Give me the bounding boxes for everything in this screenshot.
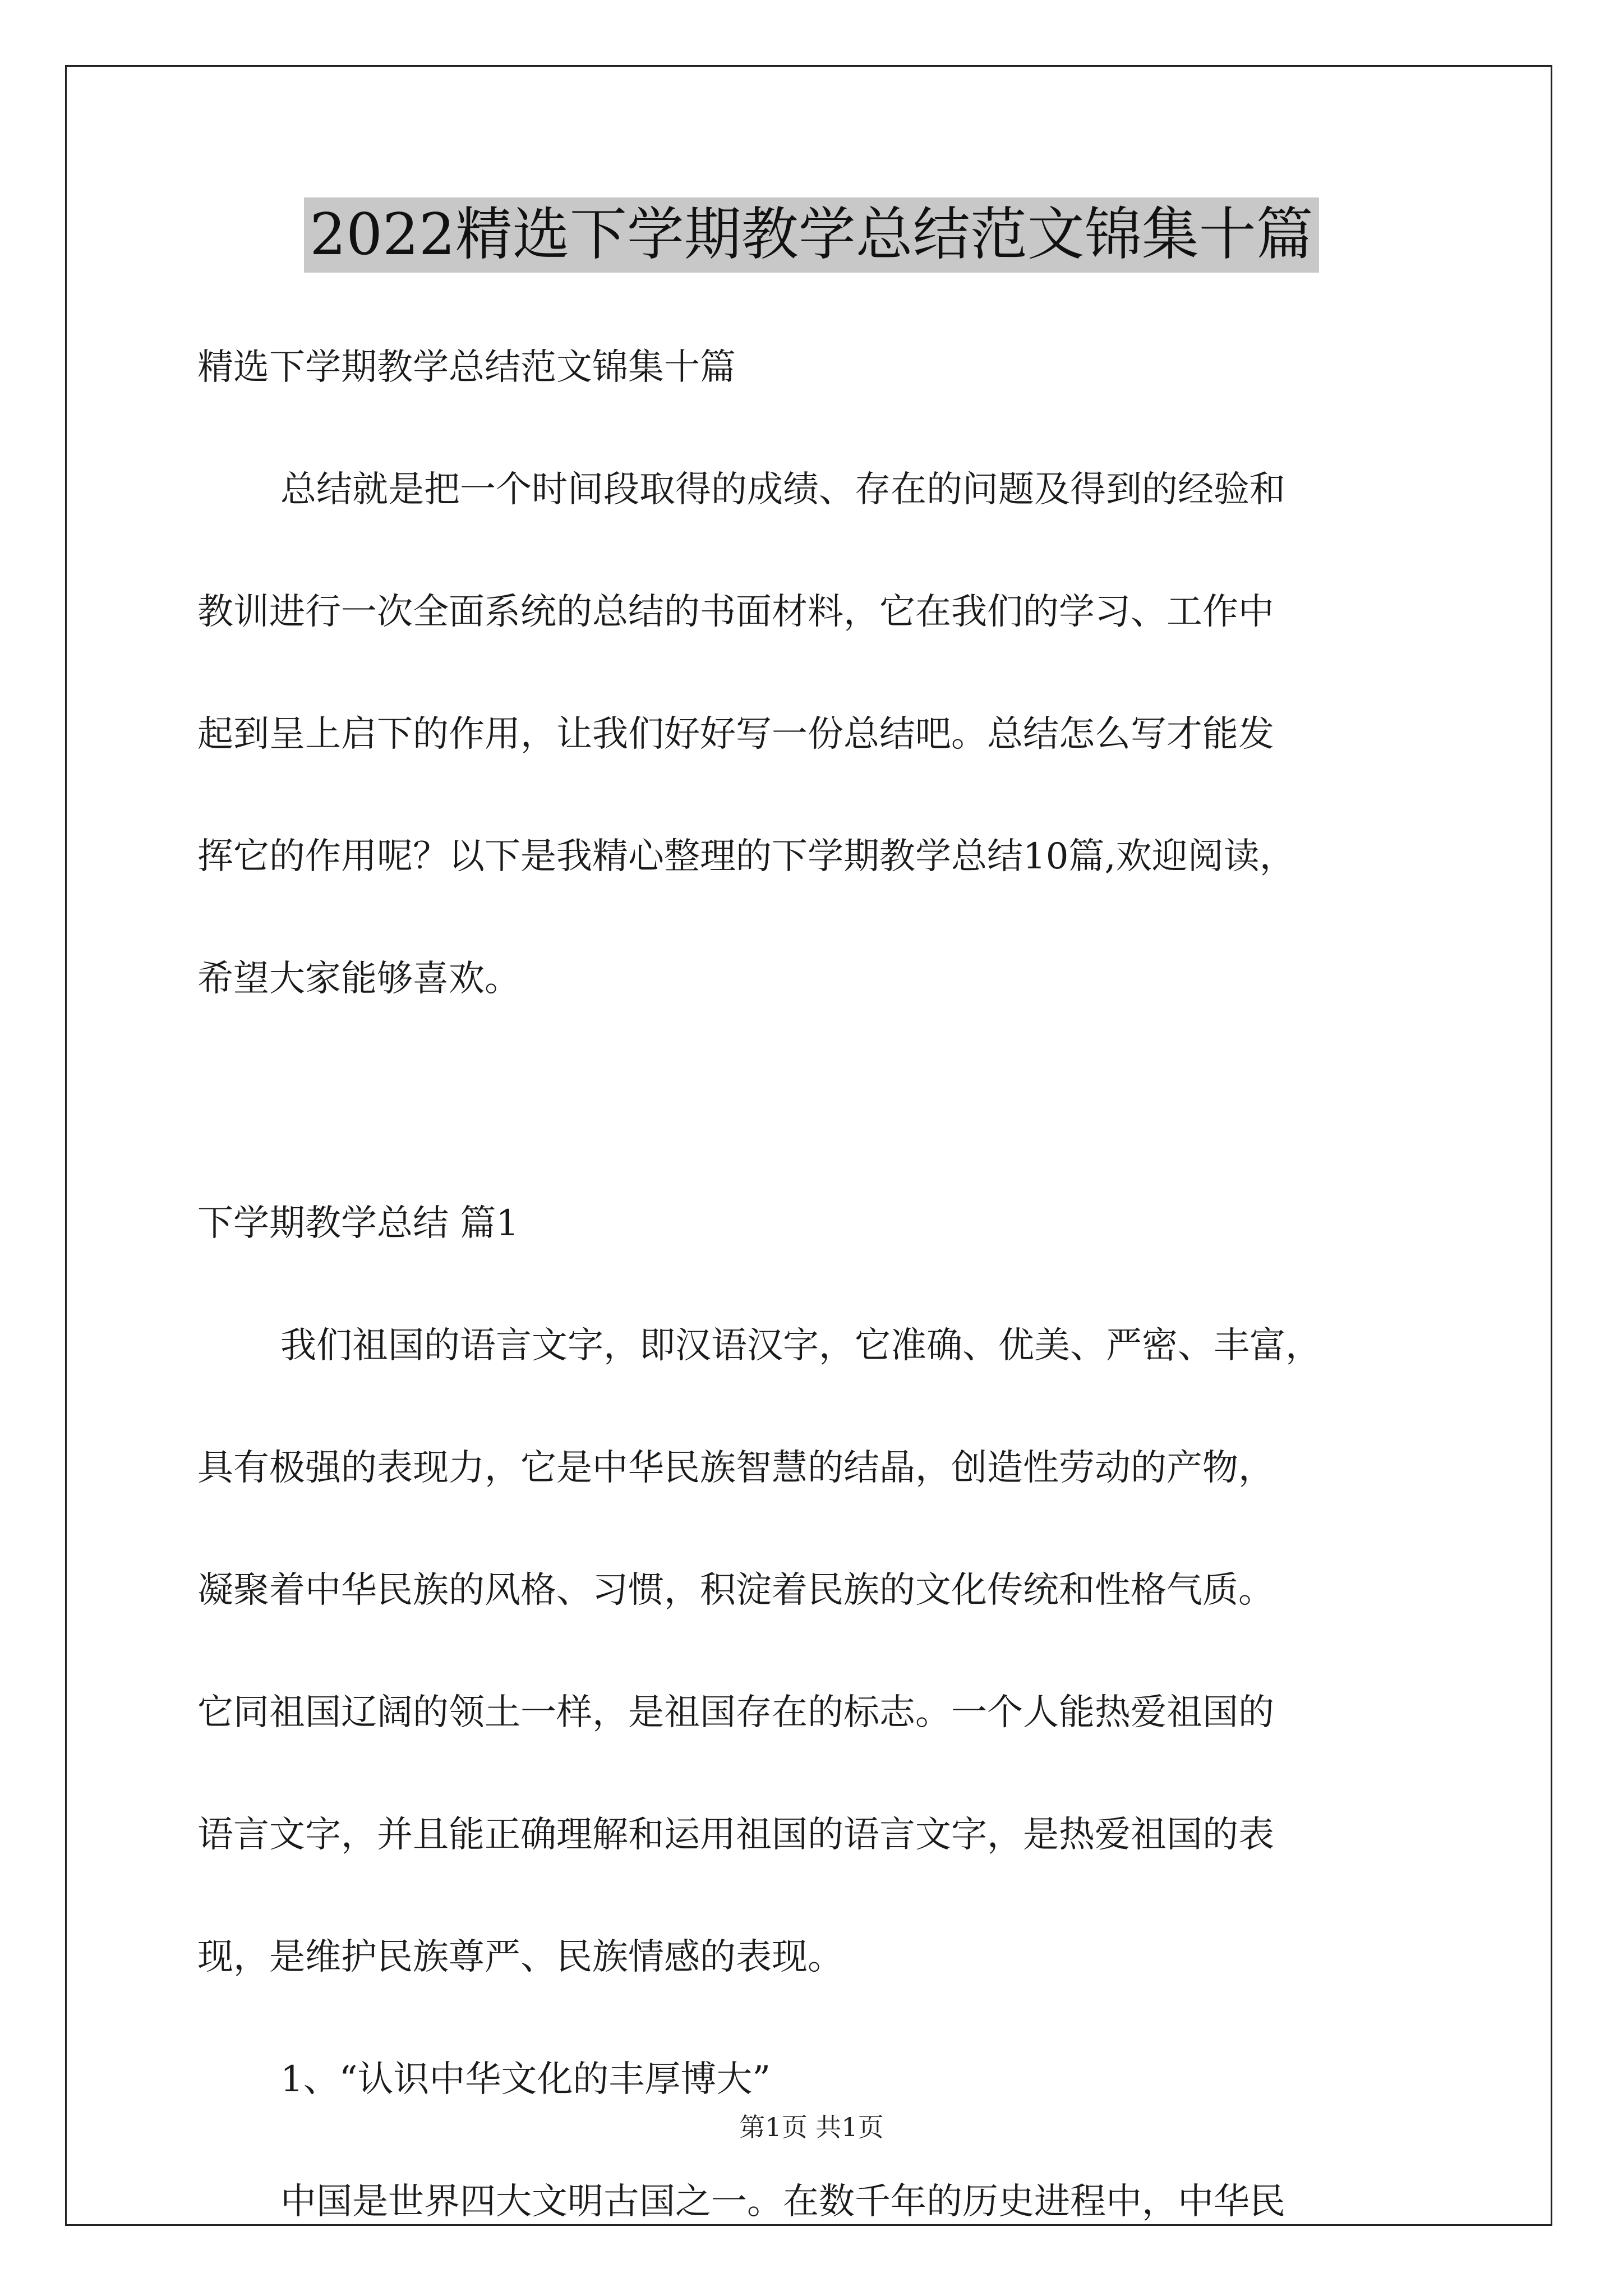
title-container <box>0 197 1623 273</box>
intro-paragraph-line: 起到呈上启下的作用，让我们好好写一份总结吧。总结怎么写才能发 <box>197 714 1274 755</box>
subheading-line: 1、“认识中华文化的丰厚博大” <box>280 2059 771 2100</box>
document-title: 2022精选下学期教学总结范文锦集十篇 <box>304 197 1319 273</box>
section-gap <box>197 1040 1454 1162</box>
subtitle-line: 精选下学期教学总结范文锦集十篇 <box>197 347 736 388</box>
page-footer: 第1页 共1页 <box>739 2112 884 2142</box>
body-paragraph-line: 我们祖国的语言文字，即汉语汉字，它准确、优美、严密、丰富， <box>280 1325 1321 1366</box>
body-paragraph-line: 它同祖国辽阔的领土一样，是祖国存在的标志。一个人能热爱祖国的 <box>197 1692 1274 1733</box>
intro-paragraph-line: 希望大家能够喜欢。 <box>197 958 520 1000</box>
body-paragraph-line: 具有极强的表现力，它是中华民族智慧的结晶，创造性劳动的产物， <box>197 1447 1274 1489</box>
body-paragraph-line: 现，是维护民族尊严、民族情感的表现。 <box>197 1936 843 1978</box>
section-heading: 下学期教学总结 篇1 <box>197 1203 519 1244</box>
body-paragraph-line: 凝聚着中华民族的风格、习惯，积淀着民族的文化传统和性格气质。 <box>197 1570 1274 1611</box>
intro-paragraph-line: 总结就是把一个时间段取得的成绩、存在的问题及得到的经验和 <box>280 469 1285 510</box>
intro-paragraph-line: 教训进行一次全面系统的总结的书面材料，它在我们的学习、工作中 <box>197 591 1274 633</box>
document-body <box>197 306 1454 2263</box>
intro-paragraph-line: 挥它的作用呢？以下是我精心整理的下学期教学总结10篇,欢迎阅读， <box>197 836 1295 877</box>
body-paragraph-line: 中国是世界四大文明古国之一。在数千年的历史进程中，中华民 <box>280 2181 1285 2223</box>
body-paragraph-line: 语言文字，并且能正确理解和运用祖国的语言文字，是热爱祖国的表 <box>197 1814 1274 1856</box>
